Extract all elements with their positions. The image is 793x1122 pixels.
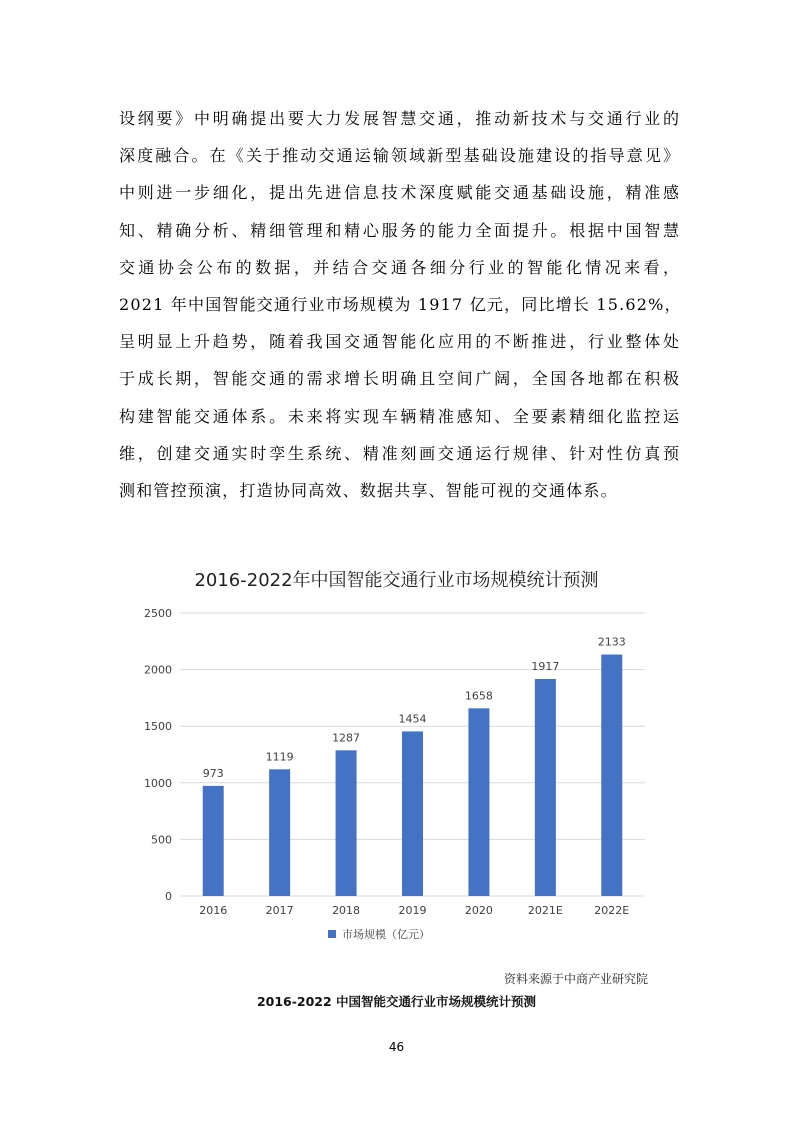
paragraph-line: 设纲要》中明确提出要大力发展智慧交通，推动新技术与交通行业的 [119, 109, 679, 128]
paragraph-line: 维，创建交通实时孪生系统、精准刻画交通运行规律、针对性仿真预 [119, 443, 679, 463]
paragraph-line: 呈明显上升趋势，随着我国交通智能化应用的不断推进，行业整体处 [119, 332, 679, 352]
y-tick-label: 0 [165, 890, 172, 903]
paragraph-line: 测和管控预演，打造协同高效、数据共享、智能可视的交通体系。 [119, 480, 618, 500]
data-label: 973 [202, 766, 224, 780]
legend-swatch [328, 930, 336, 938]
paragraph-line: 深度融合。在《关于推动交通运输领域新型基础设施建设的指导意见》 [119, 146, 679, 166]
paragraph-line: 2021 年中国智能交通行业市场规模为 1917 亿元，同比增长 15.62%， [119, 294, 682, 314]
data-label: 2133 [597, 635, 626, 649]
bar [336, 750, 357, 896]
bar-chart [120, 598, 660, 958]
page-number: 46 [388, 1040, 405, 1054]
x-tick-label: 2018 [332, 904, 361, 917]
bar [468, 708, 489, 896]
data-label: 1917 [531, 659, 560, 673]
paragraph-line: 于成长期，智能交通的需求增长明确且空间广阔，全国各地都在积极 [119, 369, 679, 389]
x-tick-label: 2021E [527, 904, 563, 917]
paragraph-line: 知、精确分析、精细管理和精心服务的能力全面提升。根据中国智慧 [119, 220, 679, 240]
bar [203, 786, 224, 896]
x-tick-label: 2016 [199, 904, 228, 917]
bar [402, 731, 423, 896]
bar [535, 679, 556, 896]
x-tick-label: 2017 [265, 904, 294, 917]
x-tick-label: 2022E [594, 904, 630, 917]
x-tick-label: 2019 [398, 904, 427, 917]
paragraph-line: 构建智能交通体系。未来将实现车辆精准感知、全要素精细化监控运 [119, 406, 679, 426]
y-tick-label: 1000 [144, 776, 172, 790]
source-note: 资料来源于中商产业研究院 [503, 972, 648, 986]
chart-title: 2016-2022年中国智能交通行业市场规模统计预测 [194, 570, 599, 591]
legend-label: 市场规模（亿元） [342, 928, 430, 941]
paragraph-line: 中则进一步细化，提出先进信息技术深度赋能交通基础设施，精准感 [119, 183, 679, 203]
y-tick-label: 2500 [144, 607, 172, 620]
y-tick-label: 500 [151, 833, 172, 847]
bar [601, 655, 622, 896]
bar [269, 769, 290, 896]
x-tick-label: 2020 [464, 904, 493, 917]
y-tick-label: 2000 [144, 663, 172, 677]
data-label: 1454 [398, 712, 427, 726]
data-label: 1119 [265, 750, 294, 764]
body-paragraph [119, 100, 682, 509]
data-label: 1287 [332, 731, 361, 745]
y-tick-label: 1500 [144, 720, 172, 734]
data-label: 1658 [464, 689, 493, 703]
figure-caption: 2016-2022 中国智能交通行业市场规模统计预测 [256, 994, 537, 1009]
paragraph-line: 交通协会公布的数据，并结合交通各细分行业的智能化情况来看， [119, 257, 679, 277]
